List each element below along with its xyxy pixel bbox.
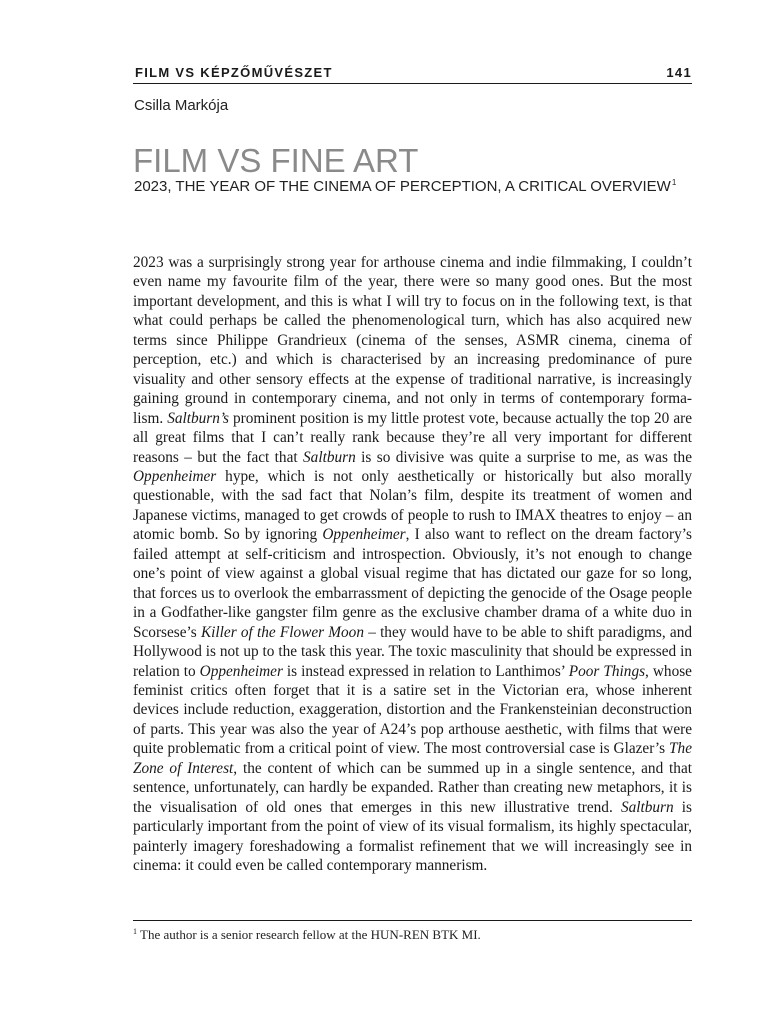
body-text: , whose feminist critics often forget that it is a satire set in the Victorian era, whose inherent devices include reduction, exaggeration, distortion and the Frankensteinian deconstruction of parts. This year was also the year of A24’s pop arthouse aesthetic, with films that were quite problematic from a critical point of view. The most controversial case is Glazer’s <box>133 662 692 758</box>
body-text: is particularly important from the point of view of its visual formalism, its highly spectacular, painterly imagery foreshadowing a formalist refinement that we will increasingly see in cinema: it could even be called contemporary mannerism. <box>133 798 692 875</box>
film-title: Poor Things <box>568 662 646 680</box>
film-title: Saltburn <box>620 798 674 816</box>
article-body <box>133 253 692 876</box>
body-text: is instead expressed in relation to Lanthimos’ <box>282 662 569 680</box>
film-title: Saltburn’s <box>167 409 229 427</box>
film-title: Saltburn <box>303 448 356 466</box>
body-text: hype, which is not only aesthetically or historically but also morally questionable, with the sad fact that Nolan’s film, despite its treatment of women and Japanese victims, managed to get crowds of people to rush to IMAX theatres to enjoy – an atomic bomb. So by ignoring <box>133 467 692 544</box>
film-title: Oppenheimer <box>199 662 283 680</box>
film-title: Killer of the Flower Moon <box>200 623 364 641</box>
article-title: FILM VS FINE ART <box>133 142 419 180</box>
running-header <box>133 63 692 84</box>
body-text: 2023 was a surprisingly strong year for arthouse cinema and indie filmmaking, I couldn’t even name my favourite film of the year, there were so many good ones. But the most important development, and this is what I will try to focus on in the following text, is that what could perhaps be called the phenomenological turn, which has also acquired new terms since Philippe Grandrieux (cinema of the senses, ASMR cinema, cinema of perception, etc.) and which is characterised by an increasing predominance of pure visuality and other sensory effects at the expense of traditional narrative, is increasingly gaining ground in contemporary cinema, and not only in terms of contemporary formalism. <box>133 254 692 427</box>
page-number: 141 <box>666 65 692 80</box>
article-subtitle-text: 2023, THE YEAR OF THE CINEMA OF PERCEPTION, A CRITICAL OVERVIEW <box>134 178 671 195</box>
journal-section-title: FILM VS KÉPZŐMŰVÉSZET <box>135 65 333 80</box>
film-title: The Zone of Interest <box>133 740 692 777</box>
article-author: Csilla Markója <box>134 97 229 114</box>
footnote <box>133 927 481 943</box>
body-text: – they would have to be able to shift paradigms, and Hollywood is not up to the task this year. The toxic masculinity that should be expressed in relation to <box>133 623 692 680</box>
footnote-reference[interactable]: 1 <box>671 178 677 187</box>
film-title: Oppenheimer <box>133 467 217 485</box>
body-text: , the content of which can be summed up in a single sentence, and that sentence, unfortunately, can hardly be expanded. Rather than creating new metaphors, it is the visualisation of old ones that emerges in this new illustrative trend. <box>133 759 692 816</box>
body-paragraph <box>133 253 692 876</box>
article-subtitle <box>134 178 676 195</box>
footnote-marker: 1 <box>133 927 137 936</box>
film-title: Oppenheimer <box>322 526 406 544</box>
footnote-divider <box>133 920 692 921</box>
body-text: prominent position is my little protest vote, because actually the top 20 are all great films that I can’t really rank because they’re all very important for different reasons – but the fact that <box>133 409 693 466</box>
body-text: is so divisive was quite a surprise to me, as was the <box>355 448 692 466</box>
footnote-text: The author is a senior research fellow at the HUN-REN BTK MI. <box>140 927 481 942</box>
body-text: , I also want to reflect on the dream factory’s failed attempt at self-criticism and introspection. Obviously, it’s not enough to change one’s point of view against a global visual regime that has dictated our gaze for so long, that forces us to overlook the embarrassment of depicting the genocide of the Osage people in a Godfather-like gangster film genre as the exclusive chamber drama of a white duo in Scorsese’s <box>133 526 693 641</box>
